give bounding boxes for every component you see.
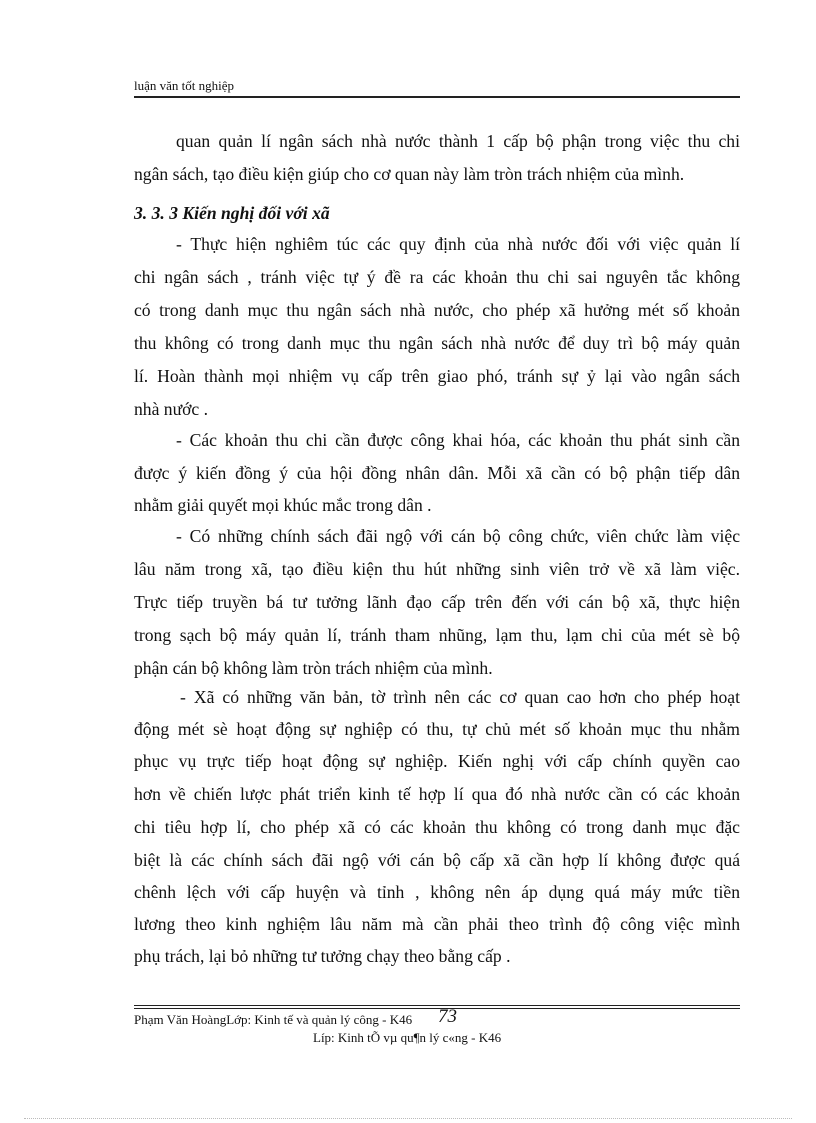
text-line: chi tiêu hợp lí, cho phép xã có các khoản thu không có trong danh mục đặc <box>134 817 740 837</box>
page-number: 73 <box>438 1006 457 1027</box>
footer-rule <box>134 1005 740 1006</box>
text-line: - Thực hiện nghiêm túc các quy định của nhà nước đối với việc quản lí <box>176 234 740 254</box>
footer-author-class: Phạm Văn HoàngLớp: Kinh tế và quản lý công - K46 <box>134 1012 413 1027</box>
text-line: phận cán bộ không làm tròn trách nhiệm của mình. <box>134 658 493 678</box>
text-line: chi ngân sách , tránh việc tự ý đề ra các khoản thu chi sai nguyên tắc không <box>134 267 740 287</box>
text-line: nhà nước . <box>134 399 209 419</box>
footer-class-legacy: Líp: Kinh tÕ vµ qu¶n lý c«ng - K46 <box>313 1030 502 1045</box>
text-line: thu không có trong danh mục thu ngân sách nhà nước để duy trì bộ máy quản <box>134 333 740 353</box>
text-line: trong sạch bộ máy quản lí, tránh tham nhũng, lạm thu, lạm chi của mét sè bộ <box>134 625 740 645</box>
text-line: phụ trách, lại bỏ những tư tưởng chạy theo bằng cấp . <box>134 946 511 966</box>
section-heading: 3. 3. 3 Kiến nghị đối với xã <box>134 203 330 223</box>
text-line: lí. Hoàn thành mọi nhiệm vụ cấp trên giao phó, tránh sự ỷ lại vào ngân sách <box>134 366 740 386</box>
header-title: luận văn tốt nghiệp <box>134 78 235 93</box>
text-line: động mét sè hoạt động sự nghiệp có thu, tự chủ mét số khoản mục thu nhằm <box>134 719 740 739</box>
page-boundary <box>24 1118 792 1119</box>
text-line: lương theo kinh nghiệm lâu năm mà cần phải theo trình độ công việc mình <box>134 914 740 934</box>
text-line: biệt là các chính sách đãi ngộ với cán bộ cấp xã cần hợp lí không được quá <box>134 850 740 870</box>
text-line: ngân sách, tạo điều kiện giúp cho cơ quan này làm tròn trách nhiệm của mình. <box>134 164 685 184</box>
text-line: hơn về chiến lược phát triển kinh tế hợp lí qua đó nhà nước cần có các khoản <box>134 784 740 804</box>
text-line: có trong danh mục thu ngân sách nhà nước, cho phép xã hưởng mét số khoản <box>134 300 740 320</box>
text-line: Trực tiếp truyền bá tư tưởng lãnh đạo cấp trên đến với cán bộ xã, thực hiện <box>134 592 740 612</box>
text-line: nhằm giải quyết mọi khúc mắc trong dân . <box>134 495 432 515</box>
text-line: lâu năm trong xã, tạo điều kiện thu hút những sinh viên trở về xã làm việc. <box>134 559 740 579</box>
text-line: - Xã có những văn bản, tờ trình nên các cơ quan cao hơn cho phép hoạt <box>180 687 740 707</box>
text-line: được ý kiến đồng ý của hội đồng nhân dân. Mỗi xã cần có bộ phận tiếp dân <box>134 463 740 483</box>
text-line: chênh lệch với cấp huyện và tỉnh , không nên áp dụng quá máy mức tiền <box>134 882 740 902</box>
text-line: phục vụ trực tiếp hoạt động sự nghiệp. Kiến nghị với cấp chính quyền cao <box>134 751 740 771</box>
footer-rule <box>134 1008 740 1009</box>
text-line: - Các khoản thu chi cần được công khai hóa, các khoản thu phát sinh cần <box>176 430 740 450</box>
text-line: quan quản lí ngân sách nhà nước thành 1 cấp bộ phận trong việc thu chi <box>176 131 740 151</box>
page-header <box>134 76 740 98</box>
text-line: - Có những chính sách đãi ngộ với cán bộ công chức, viên chức làm việc <box>176 526 740 546</box>
